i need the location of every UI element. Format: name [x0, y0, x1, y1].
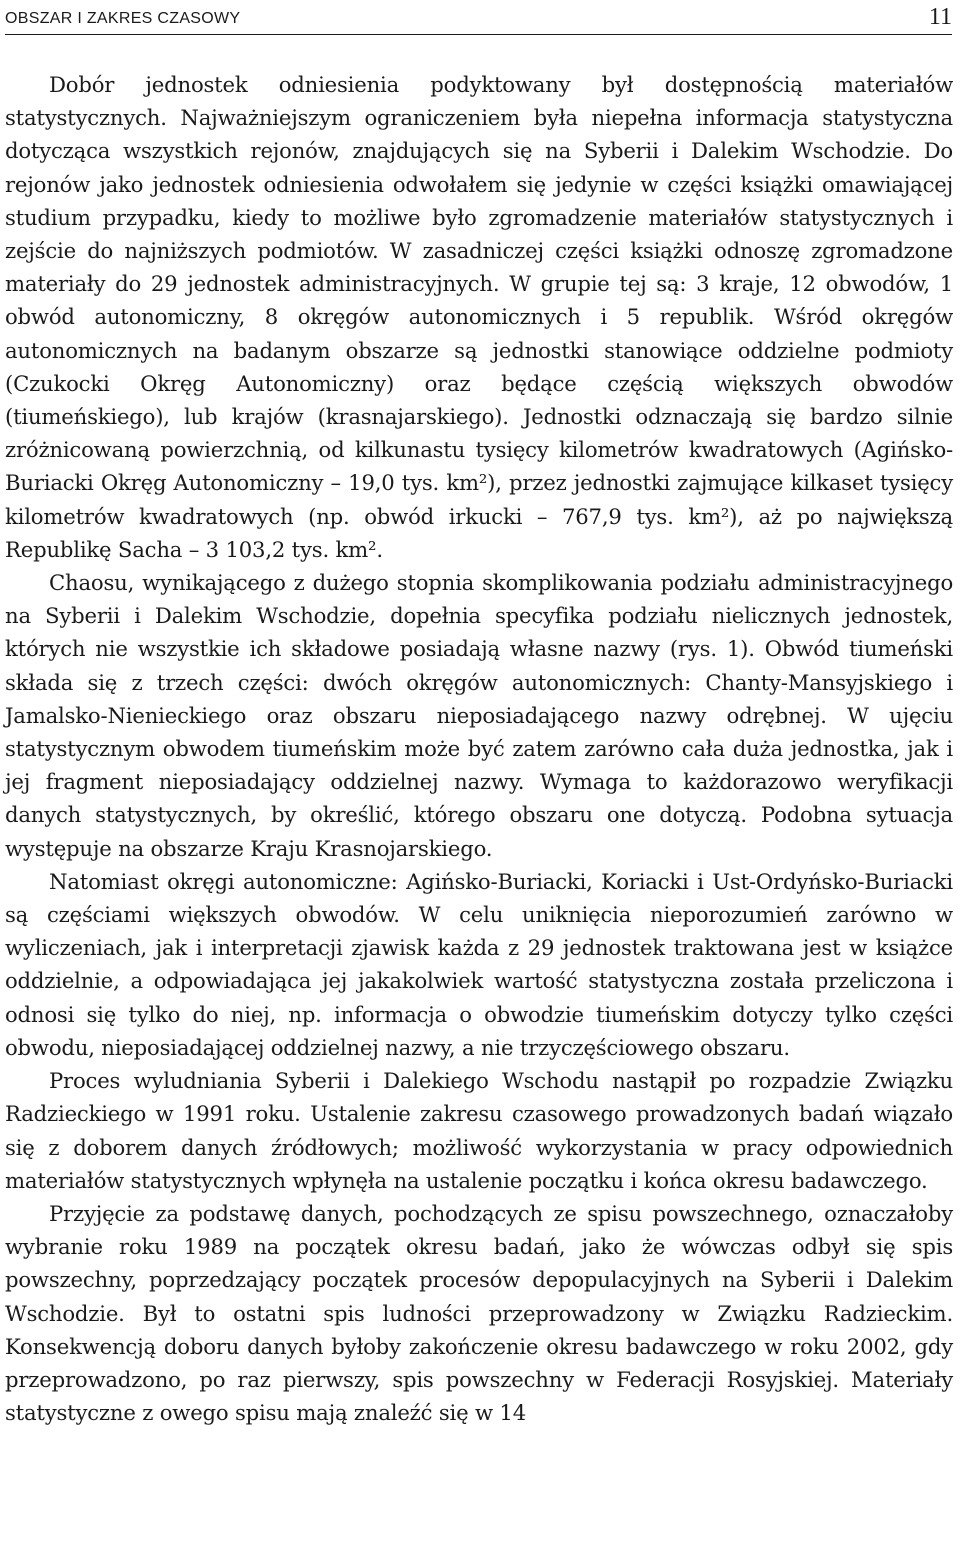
- paragraph-administrative-chaos: Chaosu, wynikającego z dużego stopnia skomplikowania podziału administracyjnego na Syberii i Dalekim Wschodzie, dopełnia specyfika podziału nielicznych jednostek, których nie wszystkie ich składowe posiadają własne nazwy (rys. 1). Obwód tiumeński składa się z trzech części: dwóch okręgów autonomicznych: Chanty-Mansyjskiego i Jamalsko-Nienieckiego oraz obszaru nieposiadającego nazwy odrębnej. W ujęciu statystycznym obwodem tiumeńskim może być zatem zarówno cała duża jednostka, jak i jej fragment nieposiadający oddzielnej nazwy. Wymaga to każdorazowo weryfikacji danych statystycznych, by określić, którego obszaru one dotyczą. Podobna sytuacja występuje na obszarze Kraju Krasnojarskiego.: [5, 570, 953, 861]
- paragraph-census-data: Przyjęcie za podstawę danych, pochodzących ze spisu powszechnego, oznaczałoby wybranie roku 1989 na początek okresu badań, jako że wówczas odbył się spis powszechny, poprzedzający początek procesów depopulacyjnych na Syberii i Dalekim Wschodzie. Był to ostatni spis ludności przeprowadzony w Związku Radzieckim. Konsekwencją doboru danych byłoby zakończenie okresu badawczego w roku 2002, gdy przeprowadzono, po raz pierwszy, spis powszechny w Federacji Rosyjskiej. Materiały statystyczne z owego spisu mają znaleźć się w 14: [5, 1200, 953, 1426]
- paragraph-autonomous-districts: Natomiast okręgi autonomiczne: Agińsko-Buriacki, Koriacki i Ust-Ordyńsko-Buriacki są częściami większych obwodów. W celu uniknięcia nieporozumień zarówno w wyliczeniach, jak i interpretacji zjawisk każda z 29 jednostek traktowana jest w książce oddzielnie, a odpowiadająca jej jakakolwiek wartość statystyczna została przeliczona i odnosi się tylko do niej, np. informacja o obwodzie tiumeńskim dotyczy tylko części obwodu, nieposiadającej oddzielnej nazwy, a nie trzyczęściowego obszaru.: [5, 868, 953, 1060]
- body-text: [5, 68, 953, 1429]
- page-number: 11: [928, 4, 952, 30]
- running-header: [5, 4, 952, 35]
- paragraph-depopulation-process: Proces wyludniania Syberii i Dalekiego Wschodu nastąpił po rozpadzie Związku Radzieckiego w 1991 roku. Ustalenie zakresu czasowego prowadzonych badań wiązało się z doborem danych źródłowych; możliwość wykorzystania w pracy odpowiednich materiałów statystycznych wpłynęła na ustalenie początku i końca okresu badawczego.: [5, 1068, 953, 1193]
- section-title: OBSZAR I ZAKRES CZASOWY: [5, 10, 241, 27]
- paragraph-units: Dobór jednostek odniesienia podyktowany był dostępnością materiałów statystycznych. Najważniejszym ograniczeniem była niepełna informacja statystyczna dotycząca wszystkich rejonów, znajdujących się na Syberii i Dalekim Wschodzie. Do rejonów jako jednostek odniesienia odwołałem się jedynie w części książki omawiającej studium przypadku, kiedy to możliwe było zgromadzenie materiałów statystycznych i zejście do najniższych podmiotów. W zasadniczej części książki odnoszę zgromadzone materiały do 29 jednostek administracyjnych. W grupie tej są: 3 kraje, 12 obwodów, 1 obwód autonomiczny, 8 okręgów autonomicznych i 5 republik. Wśród okręgów autonomicznych na badanym obszarze są jednostki stanowiące oddzielne podmioty (Czukocki Okręg Autonomiczny) oraz będące częścią większych obwodów (tiumeńskiego), lub krajów (krasnajarskiego). Jednostki odznaczają się bardzo silnie zróżnicowaną powierzchnią, od kilkunastu tysięcy kilometrów kwadratowych (Agińsko-Buriacki Okręg Autonomiczny – 19,0 tys. km²), przez jednostki zajmujące kilkaset tysięcy kilometrów kwadratowych (np. obwód irkucki – 767,9 tys. km²), aż po największą Republikę Sacha – 3 103,2 tys. km².: [5, 72, 953, 562]
